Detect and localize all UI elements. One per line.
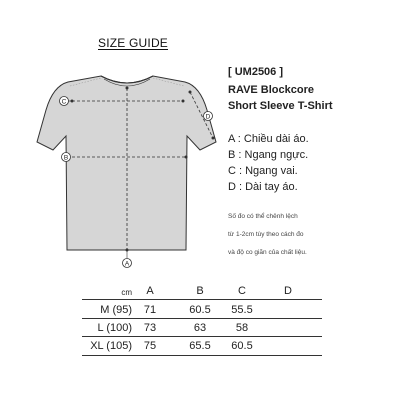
table-header-unit: cm: [121, 288, 132, 297]
measurement-note: [228, 208, 388, 262]
legend-b: B : Ngang ngực.: [228, 149, 309, 161]
table-row: [0, 322, 400, 340]
table-cell: 75: [143, 340, 157, 352]
marker-c: [60, 97, 69, 106]
marker-d: [204, 112, 213, 121]
marker-b: [62, 153, 71, 162]
table-header-a: A: [146, 285, 154, 297]
svg-text:B: B: [63, 154, 69, 162]
product-sku: [ UM2506 ]: [228, 66, 284, 78]
note-line: từ 1-2cm tùy theo cách đo: [228, 231, 304, 238]
table-cell: 63: [193, 322, 207, 334]
legend-d: D : Dài tay áo.: [228, 181, 298, 193]
note-line: và độ co giãn của chất liệu.: [228, 249, 307, 256]
measurement-legend: [228, 131, 309, 195]
table-cell: 55.5: [231, 304, 253, 316]
size-label: M (95): [100, 304, 132, 316]
size-label: L (100): [97, 322, 132, 334]
size-guide-title: SIZE GUIDE: [98, 36, 169, 50]
svg-text:C: C: [61, 98, 67, 106]
table-header-d: D: [284, 285, 292, 297]
table-cell: 60.5: [189, 304, 211, 316]
size-label: XL (105): [90, 340, 132, 352]
product-name: [228, 82, 388, 114]
note-line: Số đo có thể chênh lệch: [228, 213, 298, 220]
table-cell: 60.5: [231, 340, 253, 352]
legend-a: A : Chiều dài áo.: [228, 133, 309, 145]
table-header-row: [0, 285, 400, 303]
table-row: [0, 304, 400, 322]
svg-text:D: D: [205, 113, 211, 121]
table-cell: 71: [143, 304, 157, 316]
table-cell: 65.5: [189, 340, 211, 352]
table-divider: [82, 299, 322, 300]
table-cell: 58: [235, 322, 249, 334]
product-name-line2: Short Sleeve T-Shirt: [228, 100, 333, 112]
svg-text:A: A: [124, 260, 130, 268]
table-cell: 73: [143, 322, 157, 334]
marker-a: [123, 259, 132, 268]
table-header-b: B: [196, 285, 204, 297]
table-divider: [82, 336, 322, 337]
table-header-c: C: [238, 285, 246, 297]
table-divider: [82, 318, 322, 319]
table-divider: [82, 355, 322, 356]
legend-c: C : Ngang vai.: [228, 165, 298, 177]
product-name-line1: RAVE Blockcore: [228, 84, 314, 96]
